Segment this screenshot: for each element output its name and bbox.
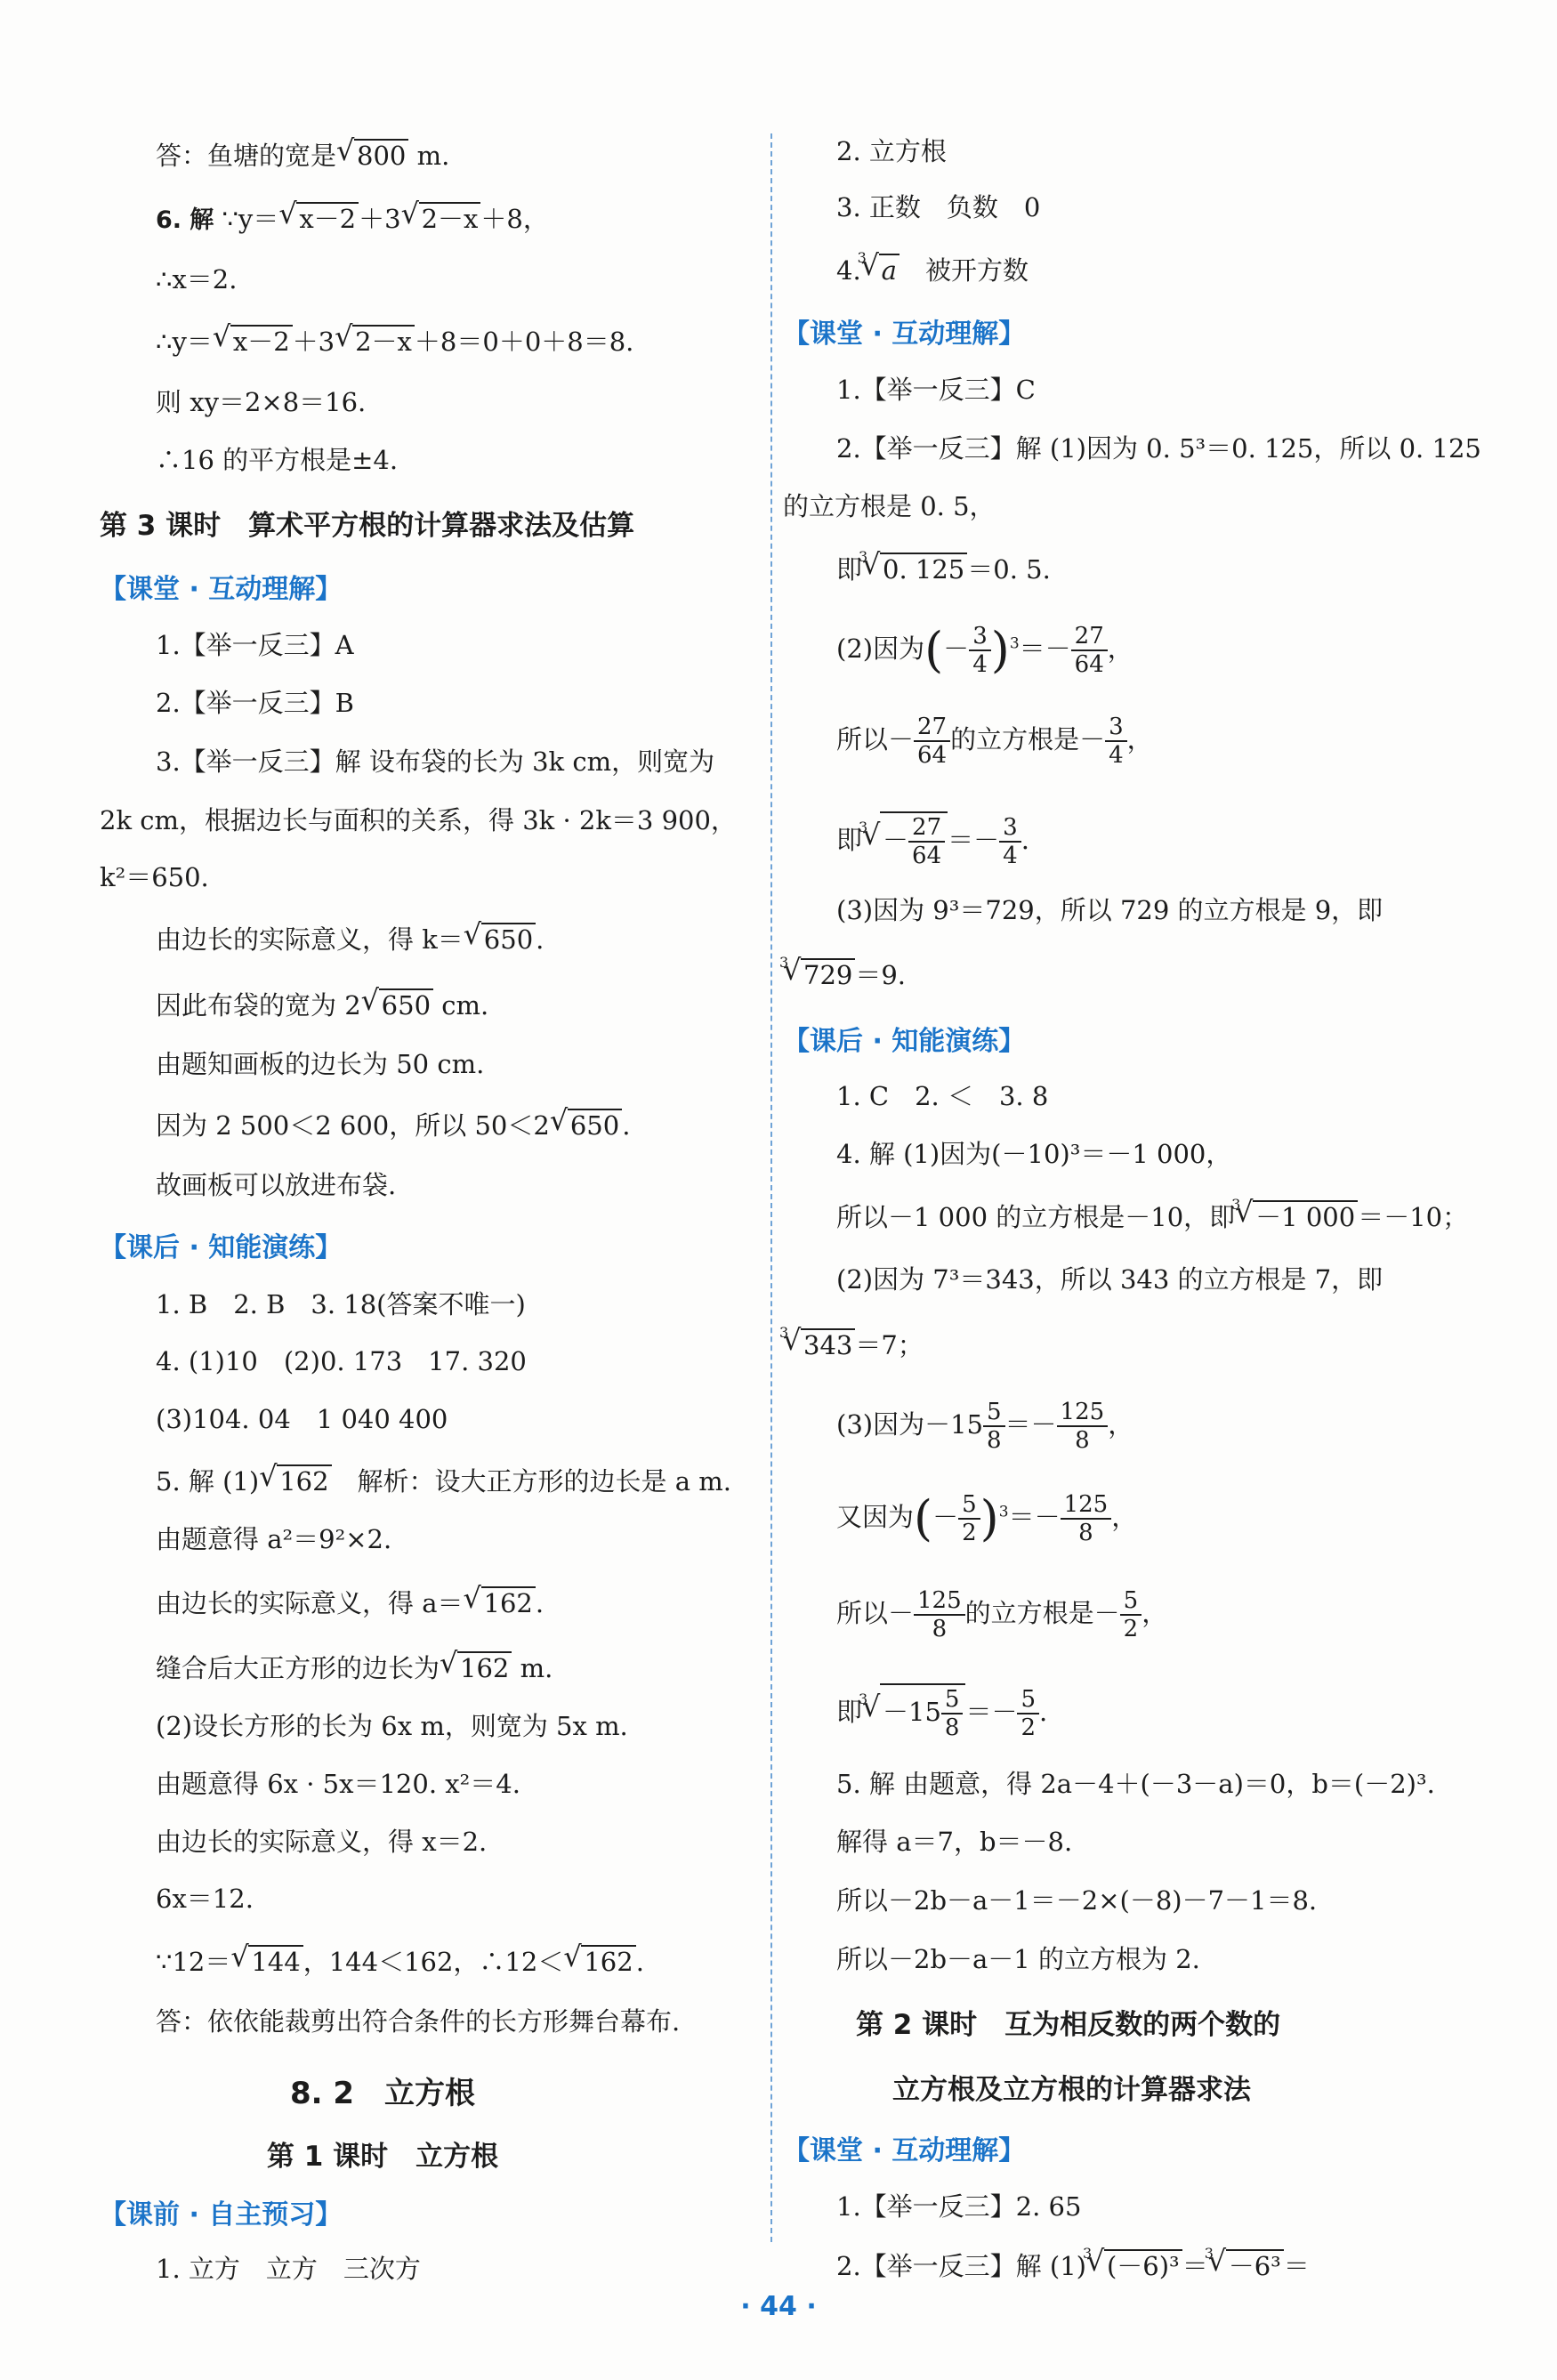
answer-line: 1.【举一反三】A	[156, 630, 354, 660]
answer-line: 1.【举一反三】C	[836, 375, 1036, 405]
answer-line: (3)104. 04 1 040 400	[156, 1404, 448, 1434]
column-divider	[770, 133, 772, 2242]
answer-line: 由题意得 a²＝9²×2.	[156, 1524, 392, 1554]
answer-line: 所以－ $\frac{125}{8}$ 的立方根是－ $\frac{5}{2}$ ，	[836, 1587, 1168, 1642]
problem-6-line4: 则 xy＝2×8＝16.	[156, 387, 367, 417]
answer-line: √ 3 343 ＝7；	[783, 1327, 924, 1363]
answer-line: 即 √ 3 － $\frac{27}{64}$ ＝－ $\frac{3}{4}$ .	[836, 811, 1029, 869]
answer-line: 由边长的实际意义，得 a＝√ 162 .	[156, 1585, 544, 1621]
lesson-2-heading-line1: 第 2 课时 互为相反数的两个数的	[856, 2009, 1281, 2041]
answer-line: 所以－ $\frac{27}{64}$ 的立方根是－ $\frac{3}{4}$ ，	[836, 714, 1153, 769]
answer-line: 所以－2b－a－1 的立方根为 2.	[836, 1944, 1200, 1974]
answer-line: 即 √ 3 －15 $\frac{5}{8}$ ＝－ $\frac{5}{2}$ .	[836, 1683, 1047, 1741]
answer-line: 6x＝12.	[156, 1884, 254, 1914]
answer-line: 4. (1)10 (2)0. 173 17. 320	[156, 1346, 527, 1376]
problem-6-line5: ∴16 的平方根是±4.	[156, 445, 399, 475]
answer-line: 又因为(－ $\frac{5}{2}$ )$^3$＝－ $\frac{125}{8}$ ，	[836, 1490, 1138, 1546]
answer-line: 2k cm，根据边长与面积的关系，得 3k · 2k＝3 900，	[100, 805, 737, 835]
answer-line: ∵12＝√ 144 ，144＜162，∴12＜√ 162 .	[156, 1944, 644, 1980]
answer-line: (2)设长方形的长为 6x m，则宽为 5x m.	[156, 1711, 628, 1741]
section-tag-classroom: 【课堂 · 互动理解】	[783, 319, 1026, 350]
answer-line: 2.【举一反三】解 (1) √ 3 (－6)³ ＝ √ 3 －6³ ＝	[836, 2248, 1310, 2284]
answer-line: √ 3 729 ＝9.	[783, 957, 906, 993]
section-tag-classroom: 【课堂 · 互动理解】	[100, 574, 343, 605]
answer-line: (2)因为 7³＝343，所以 343 的立方根是 7，即	[836, 1264, 1384, 1295]
answer-line: 4. 解 (1)因为(－10)³＝－1 000，	[836, 1139, 1232, 1169]
answer-line: 3.【举一反三】解 设布袋的长为 3k cm，则宽为	[156, 746, 715, 777]
answer-line: 3. 正数 负数 0	[836, 192, 1041, 222]
answer-line: 故画板可以放进布袋.	[156, 1170, 397, 1200]
page-number: · 44 ·	[740, 2291, 817, 2322]
answer-line: 2.【举一反三】B	[156, 688, 354, 718]
answer-line: 所以－2b－a－1＝－2×(－8)－7－1＝8.	[836, 1885, 1318, 1916]
problem-6-line3: ∴y＝√ x－2 ＋3√ 2－x ＋8＝0＋0＋8＝8.	[156, 324, 633, 359]
answer-line: (2)因为(－ $\frac{3}{4}$ )$^3$＝－ $\frac{27}{64}$ ，	[836, 622, 1133, 678]
answer-line: 1.【举一反三】2. 65	[836, 2191, 1082, 2222]
section-tag-after-class: 【课后 · 知能演练】	[100, 1232, 343, 1263]
answer-line: 因此布袋的宽为 2√ 650 cm.	[156, 988, 488, 1023]
section-tag-classroom: 【课堂 · 互动理解】	[783, 2135, 1026, 2166]
answer-line: 解得 a＝7，b＝－8.	[836, 1827, 1073, 1857]
answer-line: 的立方根是 0. 5，	[783, 491, 996, 521]
section-tag-after-class: 【课后 · 知能演练】	[783, 1026, 1026, 1057]
answer-line: 1. C 2. ＜ 3. 8	[836, 1081, 1049, 1111]
answer-line: (3)因为 9³＝729，所以 729 的立方根是 9，即	[836, 895, 1384, 925]
answer-line: 由边长的实际意义，得 k＝√ 650 .	[156, 922, 544, 957]
section-tag-preview: 【课前 · 自主预习】	[100, 2199, 343, 2231]
lesson-2-heading-line2: 立方根及立方根的计算器求法	[892, 2074, 1251, 2106]
answer-line: 由边长的实际意义，得 x＝2.	[156, 1827, 488, 1857]
problem-6-line1: 6. 解 ∵y＝√ x－2 ＋3√ 2－x ＋8，	[156, 201, 549, 238]
answer-line: 因为 2 500＜2 600，所以 50＜2√ 650 .	[156, 1108, 630, 1143]
answer-line: 答：依依能裁剪出符合条件的长方形舞台幕布.	[156, 2006, 681, 2037]
answer-line: 1. B 2. B 3. 18(答案不唯一)	[156, 1289, 526, 1319]
answer-line: 由题意得 6x · 5x＝120. x²＝4.	[156, 1769, 520, 1799]
answer-line: 缝合后大正方形的边长为√ 162 m.	[156, 1650, 553, 1686]
answer-line: k²＝650.	[100, 862, 209, 892]
answer-line: (3)因为－15 $\frac{5}{8}$ ＝－ $\frac{125}{8}$ ，	[836, 1399, 1134, 1454]
answer-line: 由题知画板的边长为 50 cm.	[156, 1049, 485, 1079]
answer-line: 2. 立方根	[836, 136, 947, 166]
answer-line: 所以－1 000 的立方根是－10，即 √ 3 －1 000 ＝－10；	[836, 1199, 1468, 1235]
lesson-1-heading: 第 1 课时 立方根	[266, 2141, 499, 2173]
section-8-2-title: 8. 2 立方根	[289, 2076, 476, 2111]
answer-line: 2.【举一反三】解 (1)因为 0. 5³＝0. 125，所以 0. 125	[836, 433, 1481, 464]
answer-line: 1. 立方 立方 三次方	[156, 2254, 421, 2284]
answer-line: 5. 解 (1)√ 162 解析：设大正方形的边长是 a m.	[156, 1464, 731, 1499]
answer-line: 5. 解 由题意，得 2a－4＋(－3－a)＝0，b＝(－2)³.	[836, 1769, 1435, 1799]
answer-line: 即 √ 3 0. 125 ＝0. 5.	[836, 552, 1051, 587]
answer-line: 4. √ 3 a 被开方数	[836, 253, 1029, 288]
answer-pond-width: 答：鱼塘的宽是√ 800 m.	[156, 138, 449, 173]
lesson-3-heading: 第 3 课时 算术平方根的计算器求法及估算	[100, 510, 635, 542]
problem-6-line2: ∴x＝2.	[156, 264, 238, 294]
